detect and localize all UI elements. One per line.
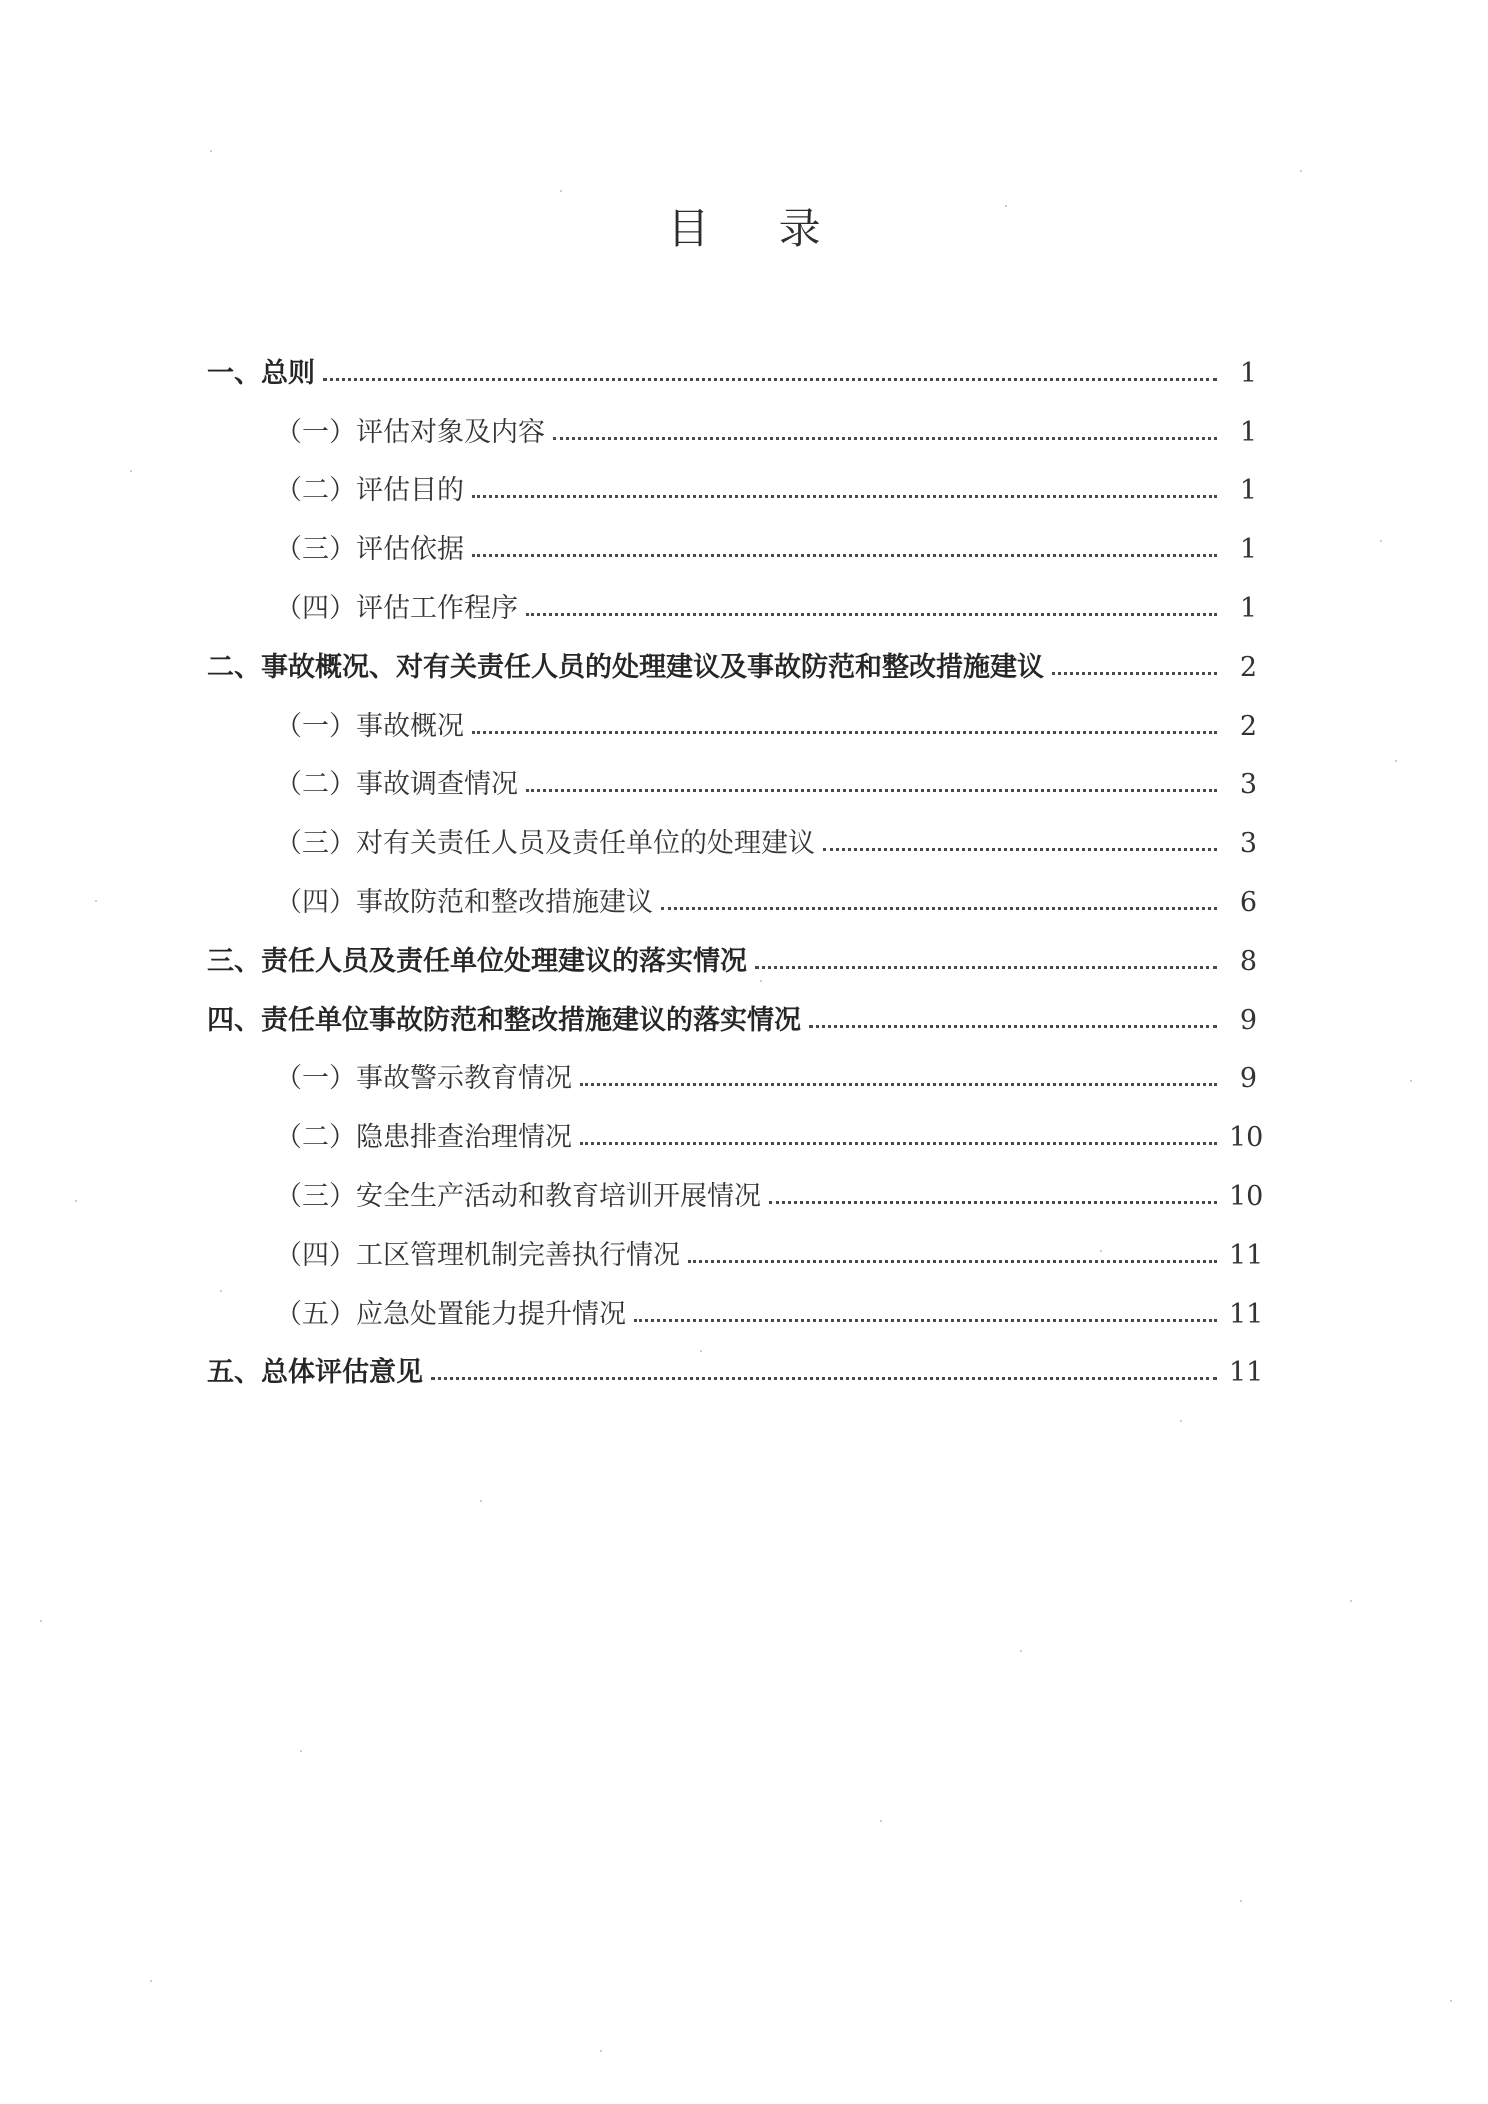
toc-entry-page-number: 1 [1239,416,1257,448]
speck [1240,1900,1242,1902]
toc-subsection [207,1098,1264,1157]
toc-subsection [207,452,1257,511]
dot-leader [634,1319,1217,1322]
toc-entry-page-number: 1 [1239,475,1257,507]
speck [1410,1080,1412,1082]
toc-subsection [207,569,1257,628]
toc-entry-label: （四）评估工作程序 [275,592,518,624]
toc-entry-label: （二）隐患排查治理情况 [275,1122,572,1154]
speck [150,1980,152,1982]
speck [220,1290,222,1292]
toc-entry-page-number: 1 [1239,534,1257,566]
speck [1005,205,1007,207]
toc-entry-page-number: 6 [1239,886,1257,918]
toc-entry-page-number: 1 [1239,357,1257,389]
dot-leader [553,437,1217,440]
dot-leader [1052,672,1217,675]
dot-leader [823,848,1217,851]
toc-entry-page-number: 11 [1229,1357,1264,1389]
toc-entry-label: （三）对有关责任人员及责任单位的处理建议 [275,828,815,860]
table-of-contents [207,334,1264,1392]
speck [130,470,132,472]
toc-entry-page-number: 8 [1239,945,1257,977]
toc-entry-label: （二）评估目的 [275,475,464,507]
toc-entry-label: （一）事故概况 [275,710,464,742]
speck [600,2050,602,2052]
speck [300,1750,302,1752]
toc-subsection [207,804,1257,863]
speck [1300,170,1302,172]
toc-entry-page-number: 11 [1229,1239,1264,1271]
dot-leader [580,1142,1217,1145]
speck [40,1620,42,1622]
toc-entry-page-number: 9 [1239,1004,1257,1036]
dot-leader [688,1260,1217,1263]
speck [1450,2000,1452,2002]
toc-subsection [207,746,1257,805]
toc-section [207,334,1257,393]
dot-leader [526,613,1217,616]
toc-subsection [207,1216,1264,1275]
toc-entry-label: 二、事故概况、对有关责任人员的处理建议及事故防范和整改措施建议 [207,651,1044,683]
speck [1350,1600,1352,1602]
toc-entry-page-number: 11 [1229,1298,1264,1330]
dot-leader [472,495,1217,498]
speck [1380,540,1382,542]
speck [1100,1250,1102,1252]
toc-entry-page-number: 2 [1239,651,1257,683]
toc-entry-label: 五、总体评估意见 [207,1357,423,1389]
toc-entry-label: （一）评估对象及内容 [275,416,545,448]
toc-subsection [207,393,1257,452]
speck [760,980,762,982]
speck [75,1200,77,1202]
speck [560,190,562,192]
toc-entry-label: （三）安全生产活动和教育培训开展情况 [275,1180,761,1212]
toc-section [207,981,1257,1040]
toc-entry-page-number: 3 [1239,828,1257,860]
page-title: 目 录 [667,204,849,253]
toc-entry-label: （四）工区管理机制完善执行情况 [275,1239,680,1271]
dot-leader [755,966,1217,969]
toc-section [207,922,1257,981]
toc-entry-page-number: 10 [1229,1122,1264,1154]
toc-subsection [207,863,1257,922]
dot-leader [472,731,1217,734]
dot-leader [526,789,1217,792]
speck [1180,1420,1182,1422]
toc-subsection [207,687,1257,746]
toc-entry-page-number: 1 [1239,592,1257,624]
dot-leader [580,1083,1217,1086]
speck [700,1350,702,1352]
dot-leader [323,378,1217,381]
toc-entry-label: 三、责任人员及责任单位处理建议的落实情况 [207,945,747,977]
speck [210,150,212,152]
toc-entry-label: 一、总则 [207,357,315,389]
dot-leader [661,907,1217,910]
toc-entry-label: （五）应急处置能力提升情况 [275,1298,626,1330]
speck [95,900,97,902]
speck [1395,760,1397,762]
toc-entry-label: （三）评估依据 [275,534,464,566]
speck [1020,1650,1022,1652]
toc-section [207,628,1257,687]
toc-subsection [207,1157,1264,1216]
toc-entry-label: （一）事故警示教育情况 [275,1063,572,1095]
speck [880,1820,882,1822]
speck [480,1500,482,1502]
toc-entry-page-number: 10 [1229,1180,1264,1212]
dot-leader [431,1377,1217,1380]
dot-leader [809,1025,1217,1028]
dot-leader [472,554,1217,557]
toc-subsection [207,1040,1257,1099]
toc-entry-page-number: 3 [1239,769,1257,801]
toc-entry-label: （四）事故防范和整改措施建议 [275,886,653,918]
dot-leader [769,1201,1217,1204]
toc-entry-label: （二）事故调查情况 [275,769,518,801]
toc-entry-label: 四、责任单位事故防范和整改措施建议的落实情况 [207,1004,801,1036]
toc-subsection [207,1275,1264,1334]
toc-entry-page-number: 9 [1239,1063,1257,1095]
toc-entry-page-number: 2 [1239,710,1257,742]
toc-subsection [207,510,1257,569]
toc-section [207,1334,1264,1393]
